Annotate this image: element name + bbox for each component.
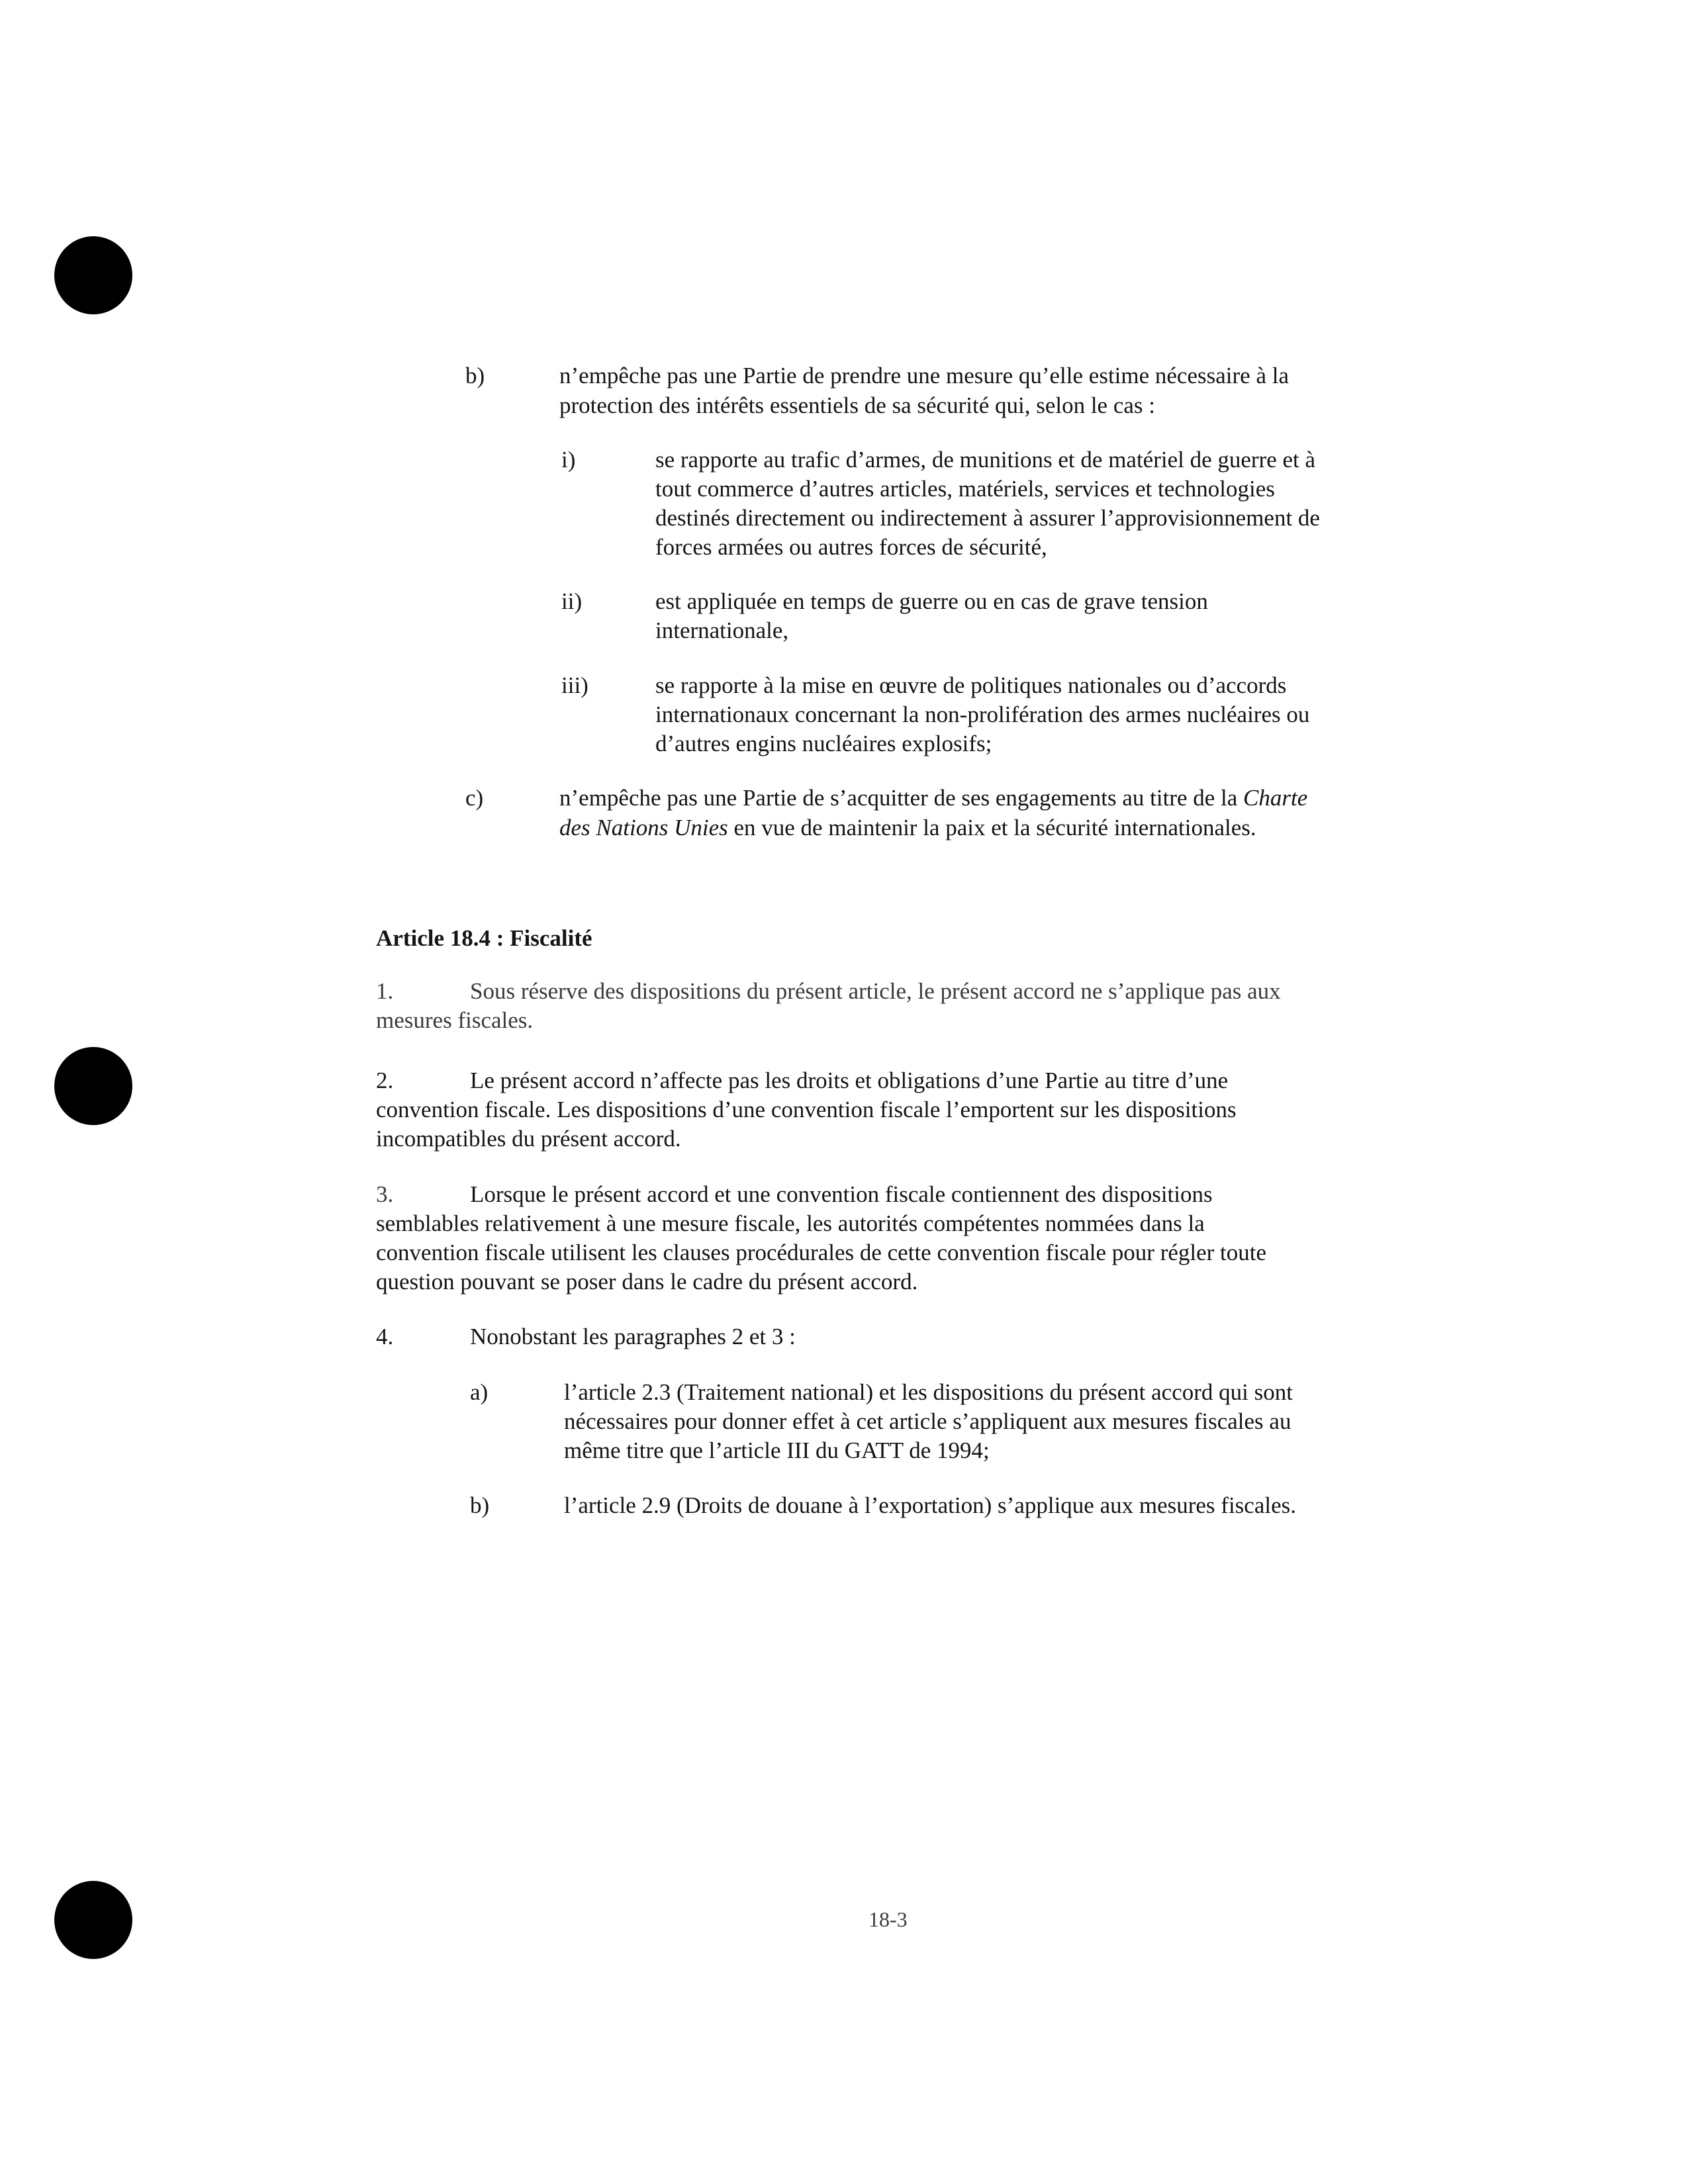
section-c-text: en vue de maintenir la paix et la sécurité internationales. <box>727 815 1256 841</box>
subitem-iii-line: d’autres engins nucléaires explosifs; <box>655 731 992 756</box>
paragraph-3-line: Lorsque le présent accord et une convention fiscale contiennent des dispositions <box>470 1181 1213 1207</box>
subitem-b-line: l’article 2.9 (Droits de douane à l’exportation) s’applique aux mesures fiscales. <box>564 1492 1297 1518</box>
paragraph-2-line: Le présent accord n’affecte pas les droits et obligations d’une Partie au titre d’une <box>470 1068 1229 1093</box>
subitem-a-line: nécessaires pour donner effet à cet article s’appliquent aux mesures fiscales au <box>564 1408 1291 1434</box>
binder-hole-middle <box>54 1047 132 1125</box>
paragraph-number-3: 3. <box>376 1181 394 1207</box>
subitem-label-ii: ii) <box>561 588 583 614</box>
binder-hole-bottom <box>54 1881 132 1959</box>
paragraph-2-line: convention fiscale. Les dispositions d’une convention fiscale l’emportent sur les dispositions <box>376 1097 1237 1122</box>
binder-hole-top <box>54 236 132 314</box>
paragraph-3-line: convention fiscale utilisent les clauses procédurales de cette convention fiscale pour régler toute <box>376 1240 1267 1265</box>
paragraph-number-4: 4. <box>376 1324 394 1349</box>
item-label-b: b) <box>465 363 485 388</box>
paragraph-4-line: Nonobstant les paragraphes 2 et 3 : <box>470 1324 796 1349</box>
paragraph-1-line: mesures fiscales. <box>376 1007 534 1033</box>
item-label-c: c) <box>465 785 484 811</box>
subitem-label-i: i) <box>561 447 576 473</box>
subitem-ii-line: internationale, <box>655 617 789 643</box>
section-b-line: protection des intérêts essentiels de sa sécurité qui, selon le cas : <box>559 392 1156 418</box>
section-b-line: n’empêche pas une Partie de prendre une mesure qu’elle estime nécessaire à la <box>559 363 1289 388</box>
subitem-a-line: même titre que l’article III du GATT de 1994; <box>564 1437 990 1463</box>
section-c-line-2 <box>559 813 1256 842</box>
subitem-iii-line: internationaux concernant la non-prolifération des armes nucléaires ou <box>655 702 1310 727</box>
subitem-label-b: b) <box>470 1492 490 1518</box>
subitem-i-line: tout commerce d’autres articles, matériels, services et technologies <box>655 476 1275 502</box>
article-heading: Article 18.4 : Fiscalité <box>376 925 592 951</box>
section-c-text: n’empêche pas une Partie de s’acquitter de ses engagements au titre de la <box>559 785 1244 811</box>
subitem-i-line: destinés directement ou indirectement à assurer l’approvisionnement de <box>655 505 1320 531</box>
section-c-line-1 <box>559 783 1307 813</box>
subitem-ii-line: est appliquée en temps de guerre ou en cas de grave tension <box>655 588 1208 614</box>
subitem-a-line: l’article 2.3 (Traitement national) et les dispositions du présent accord qui sont <box>564 1379 1293 1405</box>
paragraph-number-1: 1. <box>376 978 394 1004</box>
paragraph-number-2: 2. <box>376 1068 394 1093</box>
subitem-i-line: forces armées ou autres forces de sécurité, <box>655 534 1047 560</box>
paragraph-3-line: semblables relativement à une mesure fiscale, les autorités compétentes nommées dans la <box>376 1210 1205 1236</box>
charter-title-part: des Nations Unies <box>559 815 728 841</box>
charter-title-part: Charte <box>1243 785 1308 811</box>
page-number: 18-3 <box>868 1907 908 1931</box>
subitem-label-iii: iii) <box>561 672 588 698</box>
paragraph-1-line: Sous réserve des dispositions du présent article, le présent accord ne s’applique pas aux <box>470 978 1281 1004</box>
subitem-label-a: a) <box>470 1379 489 1405</box>
paragraph-3-line: question pouvant se poser dans le cadre du présent accord. <box>376 1269 918 1295</box>
subitem-iii-line: se rapporte à la mise en œuvre de politiques nationales ou d’accords <box>655 672 1287 698</box>
subitem-i-line: se rapporte au trafic d’armes, de munitions et de matériel de guerre et à <box>655 447 1316 473</box>
paragraph-2-line: incompatibles du présent accord. <box>376 1126 681 1152</box>
